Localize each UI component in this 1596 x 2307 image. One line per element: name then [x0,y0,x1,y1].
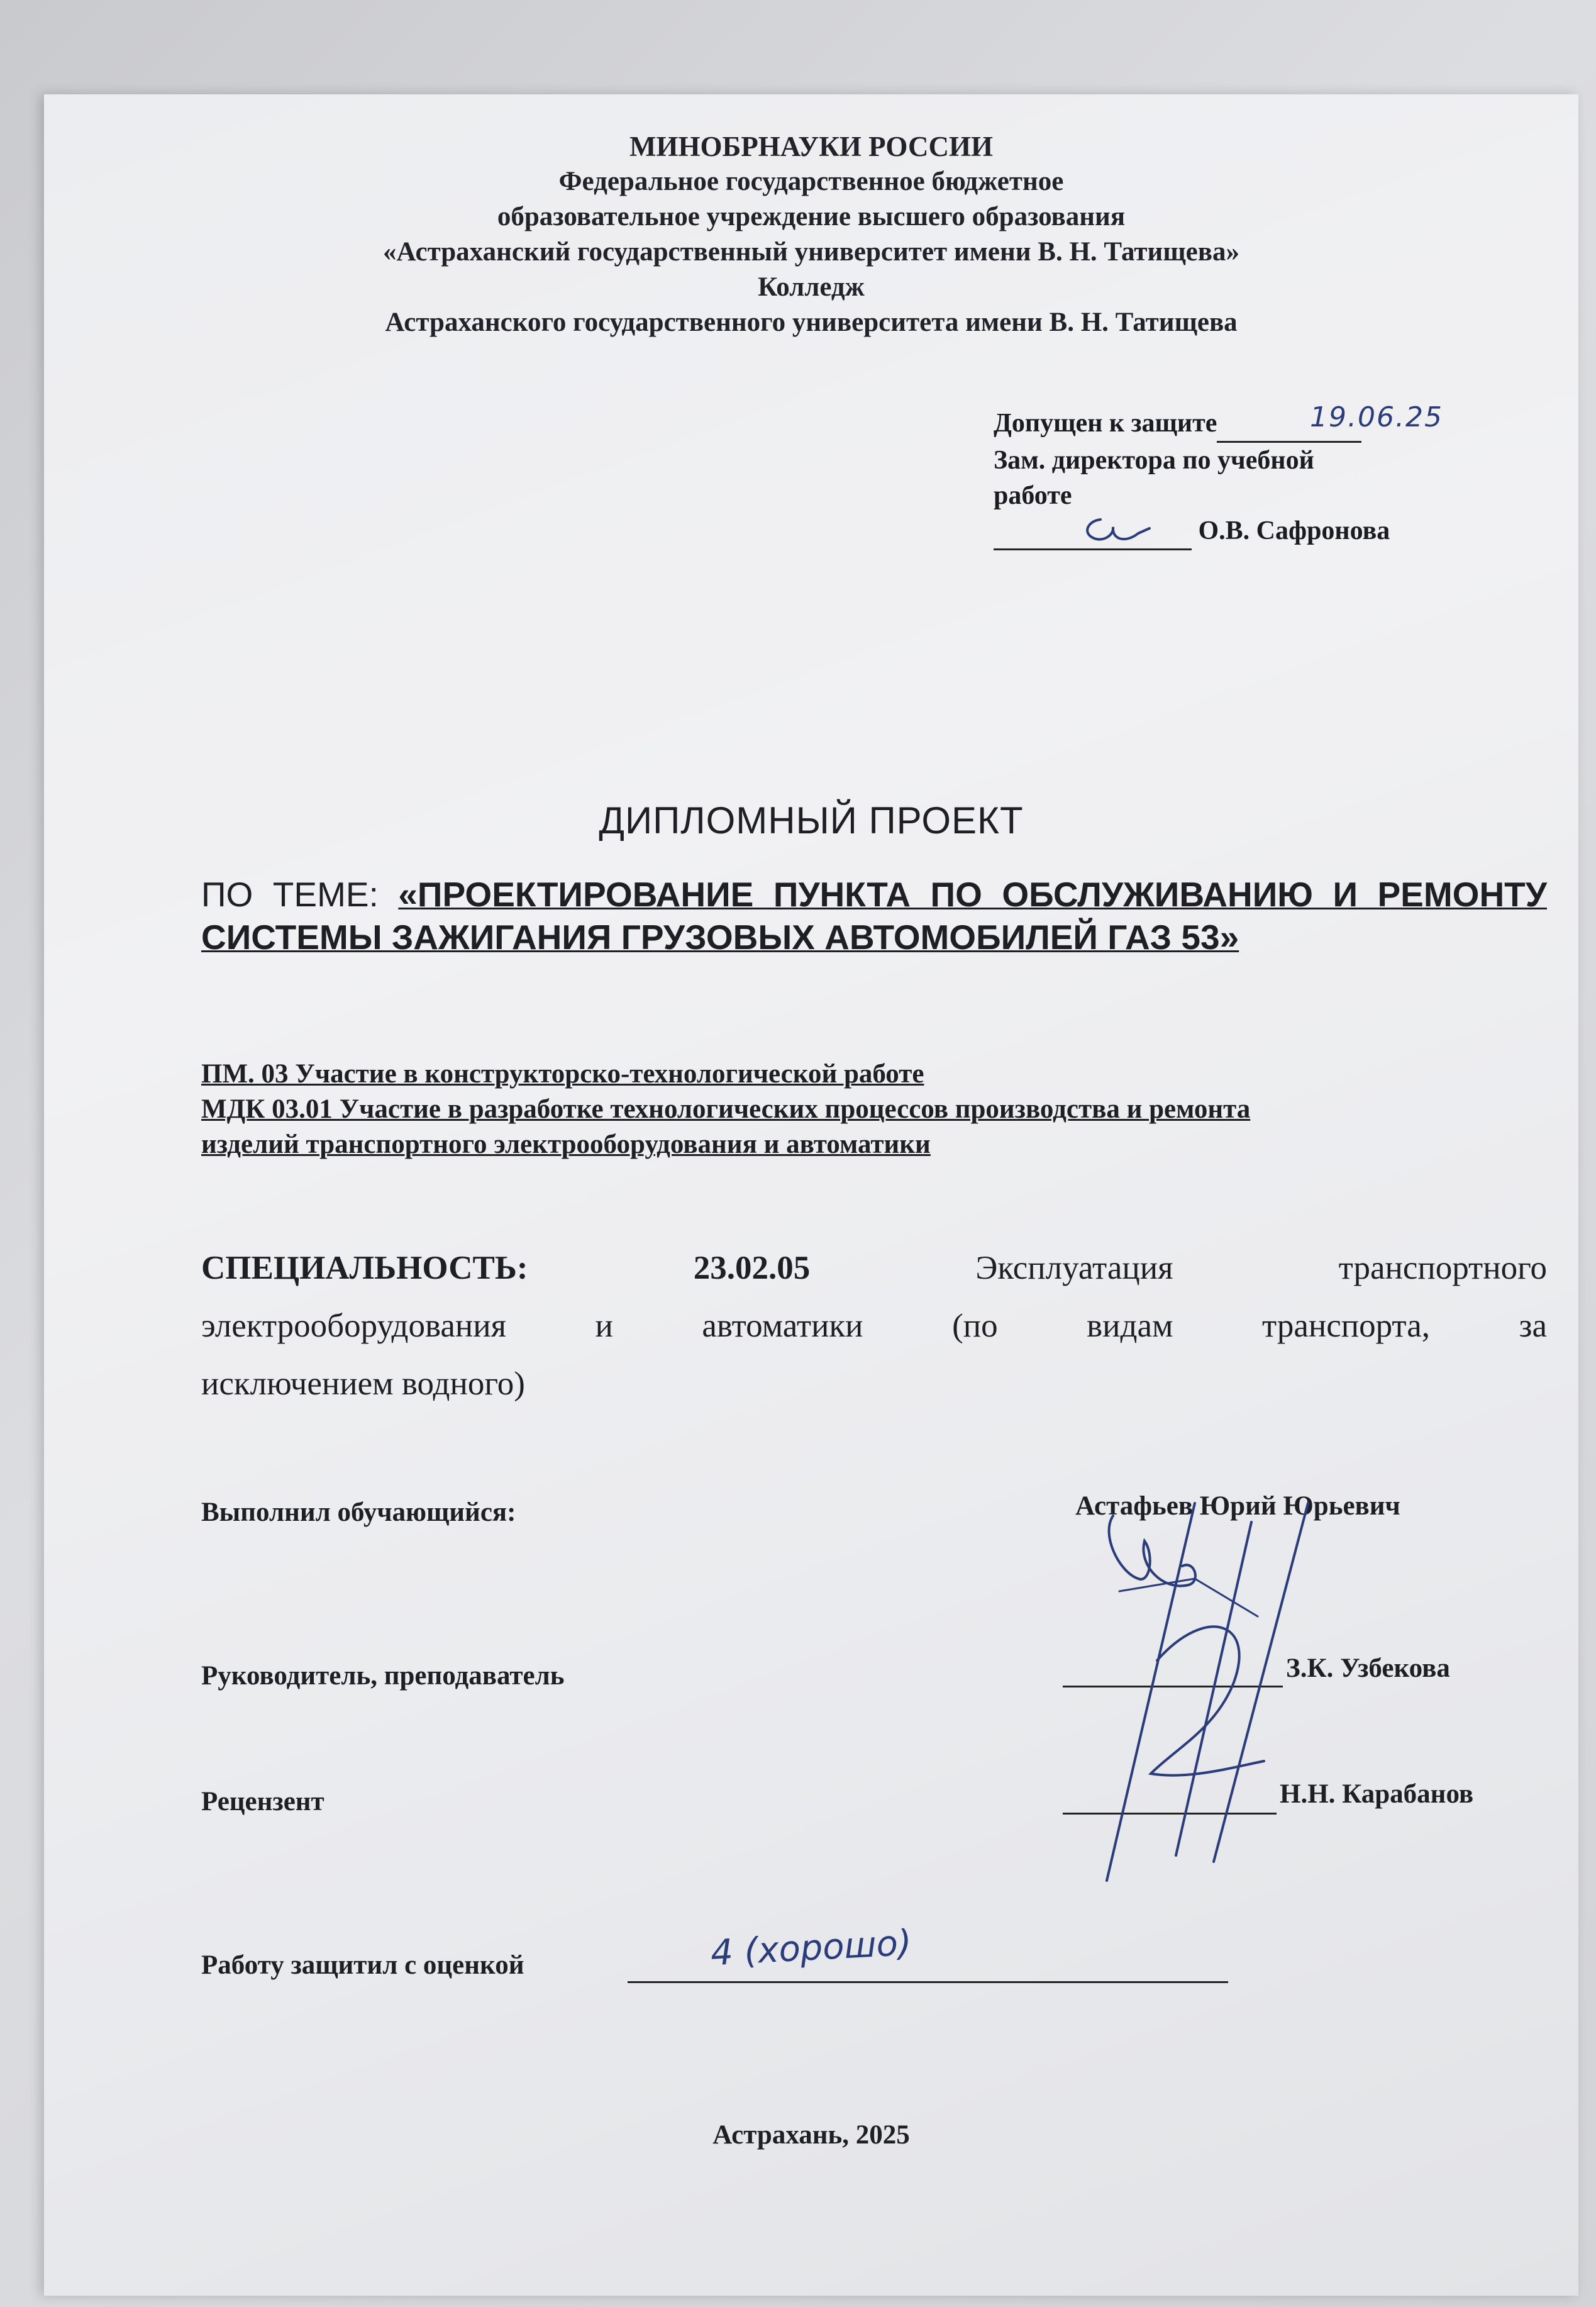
approval-signature-icon [1075,514,1157,559]
defense-grade-line [628,1981,1228,1983]
reviewer-label: Рецензент [201,1787,324,1816]
approval-position-line-2: работе [994,481,1072,510]
admitted-label: Допущен к защите [994,409,1217,438]
approval-signature-line [994,513,1471,550]
reviewer-name: Н.Н. Карабанов [1280,1779,1474,1809]
city-year: Астрахань, 2025 [712,2120,910,2150]
specialty-line-3: исключением водного) [201,1365,525,1402]
supervisor-label: Руководитель, преподаватель [201,1661,565,1691]
theme-label: ПО ТЕМЕ: [201,875,379,914]
course-module-line-2: изделий транспортного электрооборудования и автоматики [201,1130,931,1159]
institution-header [44,129,1578,340]
student-label: Выполнил обучающийся: [201,1498,516,1527]
university-name: «Астраханский государственный университет имени В. Н. Татищева» [383,237,1239,267]
supervisor-name: З.К. Узбекова [1286,1654,1450,1683]
approval-signer-name: О.В. Сафронова [1198,516,1390,545]
college-full-name: Астраханского государственного университета имени В. Н. Татищева [385,308,1238,337]
handwritten-grade: 4 (хорошо) [709,1922,913,1974]
title-page-sheet [44,94,1578,2296]
theme-text: «ПРОЕКТИРОВАНИЕ ПУНКТА ПО ОБСЛУЖИВАНИЮ И РЕМОНТУ СИСТЕМЫ ЗАЖИГАНИЯ ГРУЗОВЫХ АВТОМОБИЛЕЙ ГАЗ 53» [201,875,1547,957]
professional-module: ПМ. 03 Участие в конструкторско-технологической работе [201,1059,924,1089]
document-title: ДИПЛОМНЫЙ ПРОЕКТ [599,799,1024,842]
defense-grade-label: Работу защитил с оценкой [201,1950,524,1980]
handwritten-admission-date: 19.06.25 [1310,401,1443,433]
specialty-line-1: СПЕЦИАЛЬНОСТЬ: 23.02.05 Эксплуатация транспортного [201,1239,1547,1297]
institution-line-2: Федеральное государственное бюджетное [558,167,1064,196]
ministry-name: МИНОБРНАУКИ РОССИИ [629,131,993,162]
project-theme [201,873,1547,959]
reviewer-signature-icon [1044,1478,1421,1918]
college-label: Колледж [758,272,865,302]
course-module-line-1: МДК 03.01 Участие в разработке технологических процессов производства и ремонта [201,1094,1251,1124]
specialty-block [201,1239,1547,1413]
institution-line-3: образовательное учреждение высшего образования [497,202,1126,231]
specialty-line-2: электрооборудования и автоматики (по видам транспорта, за [201,1308,1547,1344]
approval-position-line-1: Зам. директора по учебной [994,446,1314,475]
module-block [201,1057,1560,1162]
specialty-label: СПЕЦИАЛЬНОСТЬ: [201,1250,528,1286]
student-name: Астафьев Юрий Юрьевич [1075,1491,1400,1521]
specialty-code: 23.02.05 [693,1250,811,1286]
